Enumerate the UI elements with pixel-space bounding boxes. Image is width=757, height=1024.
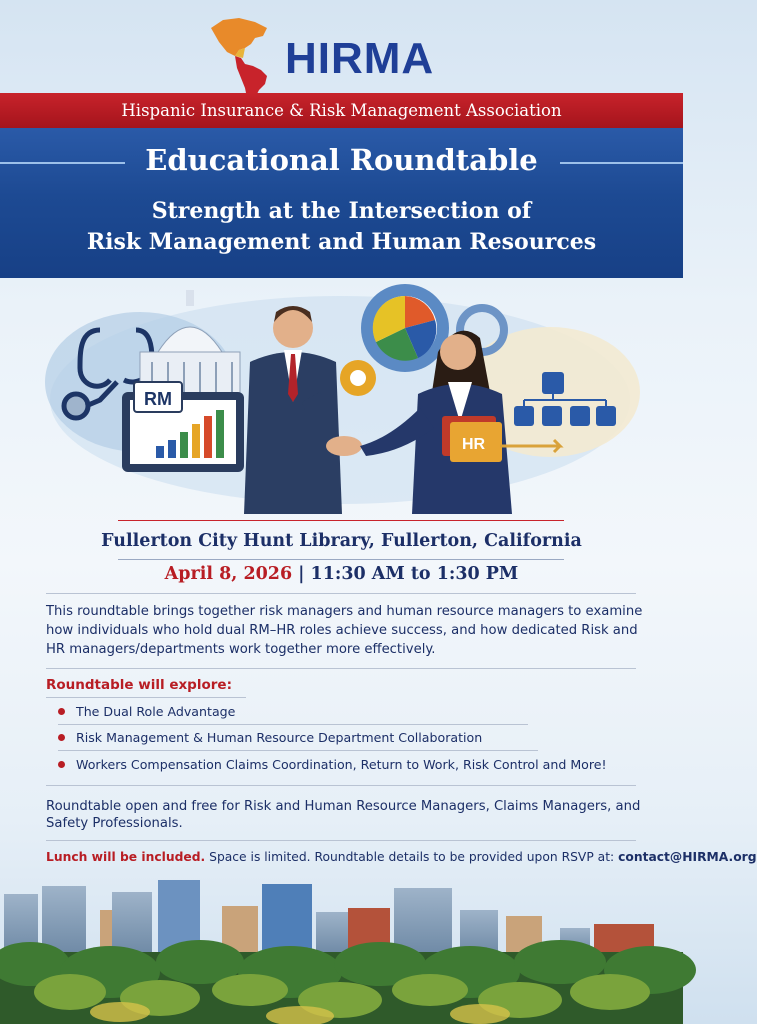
divider bbox=[58, 750, 538, 751]
bullet-icon bbox=[58, 734, 65, 741]
datetime-separator: | bbox=[298, 564, 305, 584]
rm-label: RM bbox=[144, 389, 172, 409]
event-description: This roundtable brings together risk managers and human resource managers to examine how individuals who hold dual RM–HR roles achieve success, and how dedicated Risk and HR managers/departments work together more effectively. bbox=[46, 604, 643, 657]
list-item: The Dual Role Advantage bbox=[58, 704, 235, 719]
city-skyline-illustration bbox=[0, 872, 683, 1024]
divider bbox=[46, 840, 636, 841]
venue-rule-top bbox=[118, 520, 564, 521]
association-name: Hispanic Insurance & Risk Management Association bbox=[121, 101, 562, 120]
handshake-icon bbox=[326, 436, 362, 456]
rsvp-note bbox=[46, 850, 757, 864]
divider bbox=[46, 785, 636, 786]
event-title: Educational Roundtable bbox=[145, 143, 538, 177]
contact-email-link[interactable]: contact@HIRMA.org bbox=[618, 850, 757, 864]
hr-folder-icon bbox=[442, 416, 502, 462]
list-item: Workers Compensation Claims Coordination, Return to Work, Risk Control and More! bbox=[58, 757, 607, 772]
lunch-note: Lunch will be included. bbox=[46, 850, 206, 864]
bullet-icon bbox=[58, 708, 65, 715]
rsvp-details: Space is limited. Roundtable details to be provided upon RSVP at: bbox=[205, 850, 619, 864]
event-subtitle bbox=[0, 196, 683, 258]
venue-rule bbox=[118, 559, 564, 560]
logo-wordmark: HIRMA bbox=[285, 34, 435, 83]
divider bbox=[46, 697, 246, 698]
handshake-illustration bbox=[40, 282, 643, 514]
event-time: 11:30 AM to 1:30 PM bbox=[310, 564, 519, 584]
subtitle-line-1: Strength at the Intersection of bbox=[151, 198, 532, 224]
divider bbox=[46, 668, 636, 669]
explore-heading: Roundtable will explore: bbox=[46, 677, 232, 693]
list-item: Risk Management & Human Resource Department Collaboration bbox=[58, 730, 482, 745]
divider bbox=[46, 593, 636, 594]
event-datetime bbox=[0, 564, 683, 584]
venue: Fullerton City Hunt Library, Fullerton, California bbox=[101, 531, 582, 551]
event-date: April 8, 2026 bbox=[164, 564, 293, 584]
bullet-icon bbox=[58, 761, 65, 768]
divider bbox=[58, 724, 528, 725]
subtitle-line-2: Risk Management and Human Resources bbox=[86, 229, 597, 255]
rm-chart-icon bbox=[122, 382, 244, 472]
audience-note: Roundtable open and free for Risk and Human Resource Managers, Claims Managers, and Safety Professionals. bbox=[46, 799, 641, 831]
hr-label: HR bbox=[462, 436, 486, 453]
